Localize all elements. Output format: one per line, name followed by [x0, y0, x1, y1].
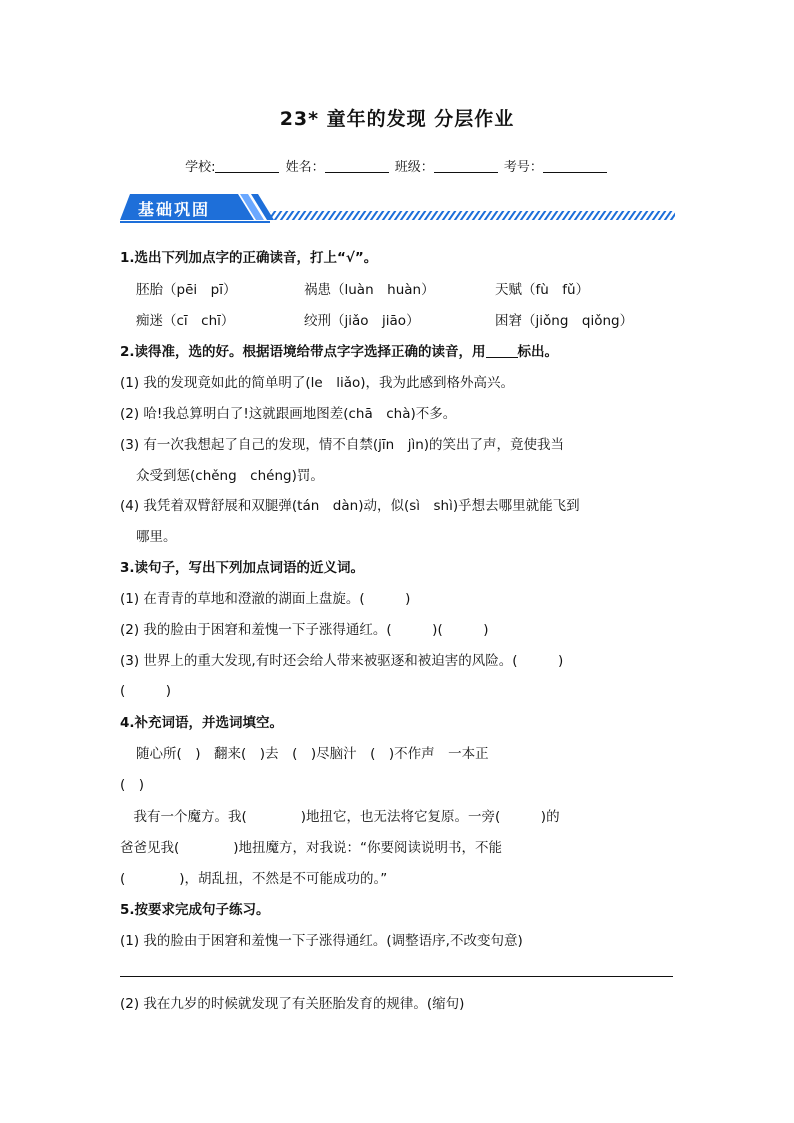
q2-prompt-b: 标出。	[517, 344, 559, 360]
q3-line[interactable]: (3) 世界上的重大发现,有时还会给人带来被驱逐和被迫害的风险。( )	[120, 653, 564, 669]
answer-underline	[486, 345, 518, 358]
q5-line: (2) 我在九岁的时候就发现了有关胚胎发育的规律。(缩句)	[120, 996, 465, 1012]
name-blank[interactable]	[325, 160, 389, 173]
q4-line[interactable]: 随心所( ) 翻来( )去 ( )尽脑汁 ( )不作声 一本正	[136, 746, 489, 762]
banner-hatch-strip	[270, 211, 675, 220]
q2-line: (2) 哈!我总算明白了!这就跟画地图差(chā chà)不多。	[120, 406, 457, 422]
q4-line[interactable]: 爸爸见我( )地扭魔方，对我说：“你要阅读说明书，不能	[120, 840, 503, 856]
q4-prompt: 4.补充词语，并选词填空。	[120, 715, 284, 731]
q2-prompt	[120, 340, 558, 360]
q2-line: 众受到惩(chěng chéng)罚。	[136, 468, 324, 484]
student-info-row	[0, 156, 794, 175]
q4-line[interactable]: ( )，胡乱扭，不然是不可能成功的。”	[120, 871, 388, 887]
q2-line: (1) 我的发现竟如此的简单明了(le liǎo)，我为此感到格外高兴。	[120, 375, 515, 391]
class-label: 班级：	[394, 160, 434, 175]
answer-line[interactable]	[120, 976, 673, 977]
q3-line[interactable]: (1) 在青青的草地和澄澈的湖面上盘旋。( )	[120, 591, 411, 607]
q1-item[interactable]: 天赋（fù fǔ）	[495, 282, 590, 298]
q1-prompt: 1.选出下列加点字的正确读音，打上“√”。	[120, 250, 378, 266]
q1-item[interactable]: 祸患（luàn huàn）	[304, 282, 435, 298]
page-title: 23* 童年的发现 分层作业	[279, 108, 515, 130]
q4-line[interactable]: 我有一个魔方。我( )地扭它，也无法将它复原。一旁( )的	[120, 809, 560, 825]
school-blank[interactable]	[215, 160, 279, 173]
q1-item[interactable]: 困窘（jiǒng qiǒng）	[495, 313, 634, 329]
exam-no-label: 考号：	[503, 160, 543, 175]
name-label: 姓名：	[285, 160, 325, 175]
school-label: 学校:	[185, 160, 216, 175]
q1-item[interactable]: 胚胎（pēi pī）	[136, 282, 237, 298]
q5-line: (1) 我的脸由于困窘和羞愧一下子涨得通红。(调整语序,不改变句意)	[120, 933, 523, 949]
q2-prompt-a: 2.读得准，选的好。根据语境给带点字字选择正确的读音，用	[120, 344, 486, 360]
q3-prompt: 3.读句子，写出下列加点词语的近义词。	[120, 560, 365, 576]
q2-line: (4) 我凭着双臂舒展和双腿弹(tán dàn)动，似(sì shì)乎想去哪里就能飞到	[120, 498, 580, 514]
q3-line[interactable]: ( )	[120, 683, 172, 699]
q3-line[interactable]: (2) 我的脸由于困窘和羞愧一下子涨得通红。( )( )	[120, 622, 489, 638]
section-label: 基础巩固	[138, 200, 211, 219]
q2-line: (3) 有一次我想起了自己的发现，情不自禁(jīn jìn)的笑出了声，竟使我当	[120, 437, 565, 453]
q4-line[interactable]: ( )	[120, 777, 145, 793]
q1-item[interactable]: 痴迷（cī chī）	[136, 313, 235, 329]
q5-prompt: 5.按要求完成句子练习。	[120, 902, 270, 918]
q2-line: 哪里。	[136, 529, 177, 545]
q1-item[interactable]: 绞刑（jiǎo jiāo）	[304, 313, 420, 329]
class-blank[interactable]	[434, 160, 498, 173]
exam-no-blank[interactable]	[543, 160, 607, 173]
